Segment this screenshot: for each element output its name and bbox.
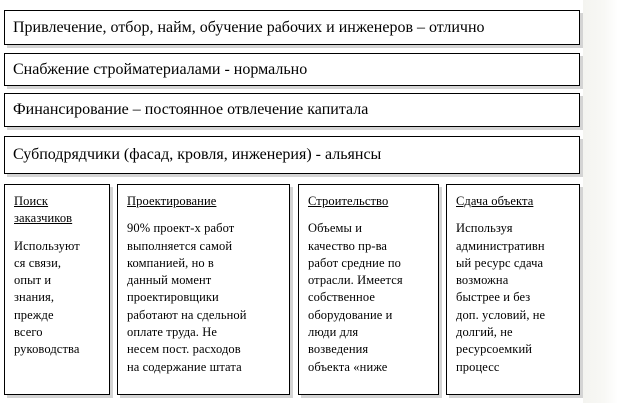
column-handover-body: Используя административн ый ресурс сдача возможна быстрее и без доп. условий, не долгий, не ресурсоемкий процесс [456, 221, 546, 374]
bar-subcontractors-text: Субподрядчики (фасад, кровля, инженерия) - альянсы [13, 146, 382, 163]
column-customer-search-title: Поиск заказчиков [14, 194, 73, 226]
column-customer-search-body: Используют ся связи, опыт и знания, прежде всего руководства [14, 238, 80, 357]
bar-financing-text: Финансирование – постоянное отвлечение капитала [13, 101, 369, 118]
column-customer-search [4, 184, 110, 395]
column-design [117, 184, 290, 395]
column-handover [446, 184, 580, 395]
bar-financing [4, 93, 580, 127]
column-design-body: 90% проект-х работ выполняется самой компанией, но в данный момент проектировщики работают на сдельной оплате труда. Не несем пост. расходов на содержание штата [127, 221, 247, 374]
right-shadow-strip [583, 0, 618, 403]
column-construction [298, 184, 439, 395]
bar-subcontractors [4, 136, 580, 174]
bar-supply [4, 53, 580, 86]
bar-supply-text: Снабжение стройматериалами - нормально [13, 60, 308, 78]
column-design-title: Проектирование [127, 194, 217, 208]
column-handover-title: Сдача объекта [456, 194, 534, 208]
bar-recruitment [4, 10, 580, 45]
column-construction-body: Объемы и качество пр-ва работ средние по отрасли. Имеется собственное оборудование и люди для возведения объекта «ниже [308, 221, 403, 374]
column-construction-title: Строительство [308, 194, 389, 208]
bar-recruitment-text: Привлечение, отбор, найм, обучение рабочих и инженеров – отлично [13, 18, 485, 36]
